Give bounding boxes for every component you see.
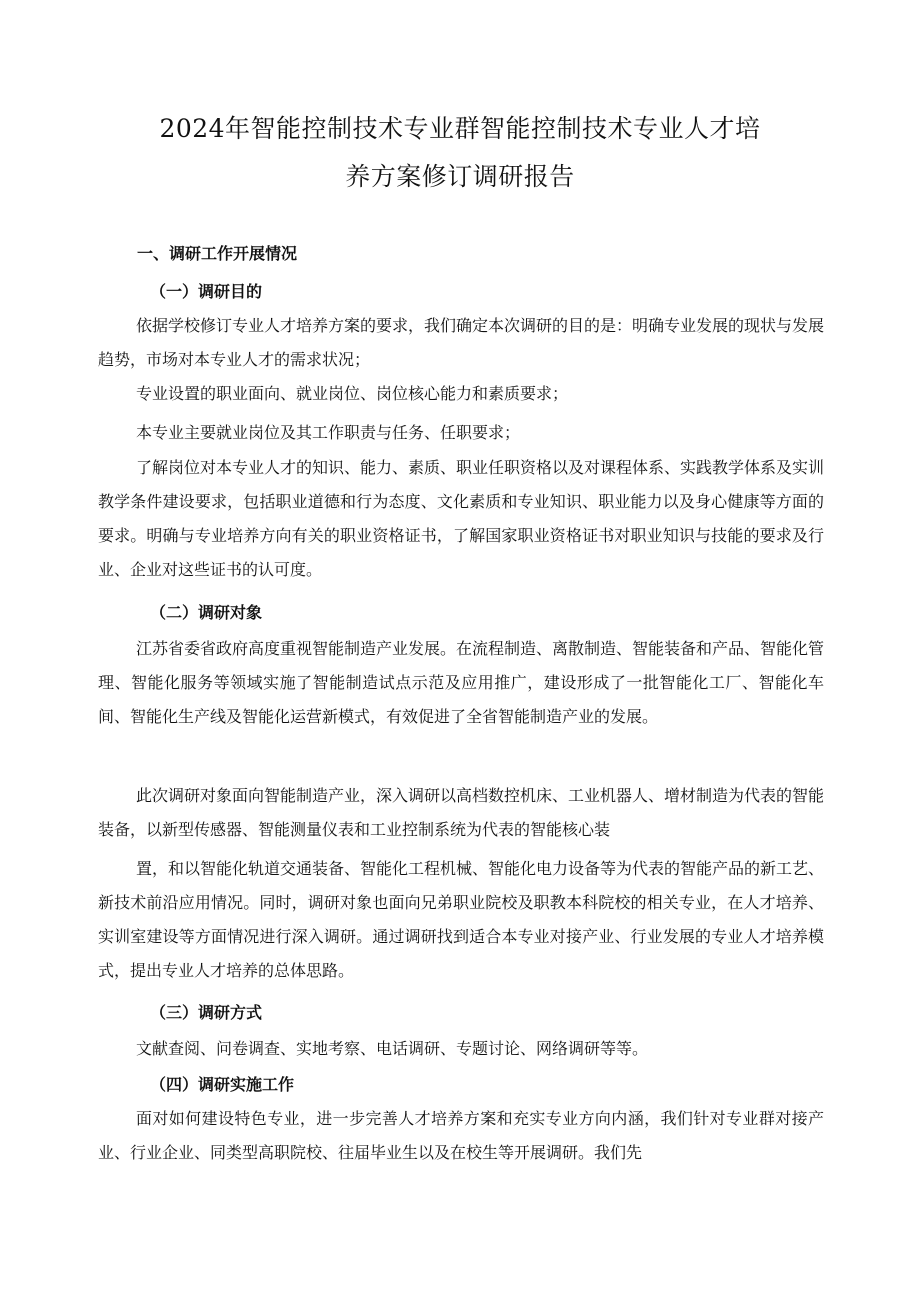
- paragraph-implementation-1: 面对如何建设特色专业，进一步完善人才培养方案和充实专业方向内涵，我们针对专业群对接产业、行业企业、同类型高职院校、往届毕业生以及在校生等开展调研。我们先: [98, 1109, 824, 1162]
- subsection-heading-target: （二）调研对象: [150, 603, 263, 622]
- paragraph-target-3: 置，和以智能化轨道交通装备、智能化工程机械、智能化电力设备等为代表的智能产品的新工艺、新技术前沿应用情况。同时，调研对象也面向兄弟职业院校及职教本科院校的相关专业，在人才培养、实训室建设等方面情况进行深入调研。通过调研找到适合本专业对接产业、行业发展的专业人才培养模式，提出专业人才培养的总体思路。: [98, 859, 825, 980]
- document-title-line-2: 养方案修订调研报告: [345, 162, 575, 191]
- section-heading-1: 一、调研工作开展情况: [137, 244, 298, 263]
- paragraph-purpose-4: 了解岗位对本专业人才的知识、能力、素质、职业任职资格以及对课程体系、实践教学体系及实训教学条件建设要求，包括职业道德和行为态度、文化素质和专业知识、职业能力以及身心健康等方面的要求。明确与专业培养方向有关的职业资格证书，了解国家职业资格证书对职业知识与技能的要求及行业、企业对这些证书的认可度。: [98, 458, 825, 579]
- paragraph-target-1: 江苏省委省政府高度重视智能制造产业发展。在流程制造、离散制造、智能装备和产品、智能化管理、智能化服务等领域实施了智能制造试点示范及应用推广，建设形成了一批智能化工厂、智能化车间、智能化生产线及智能化运营新模式，有效促进了全省智能制造产业的发展。: [98, 639, 825, 726]
- document-title-line-1: 2024年智能控制技术专业群智能控制技术专业人才培: [159, 114, 761, 143]
- subsection-heading-method: （三）调研方式: [150, 1003, 263, 1022]
- paragraph-purpose-1: 依据学校修订专业人才培养方案的要求，我们确定本次调研的目的是：明确专业发展的现状与发展趋势，市场对本专业人才的需求状况；: [98, 316, 825, 369]
- subsection-heading-purpose: （一）调研目的: [150, 282, 263, 301]
- paragraph-target-2: 此次调研对象面向智能制造产业，深入调研以高档数控机床、工业机器人、增材制造为代表的智能装备，以新型传感器、智能测量仪表和工业控制系统为代表的智能核心装: [98, 786, 825, 839]
- subsection-heading-implementation: （四）调研实施工作: [150, 1075, 295, 1094]
- paragraph-purpose-2: 专业设置的职业面向、就业岗位、岗位核心能力和素质要求；: [136, 384, 569, 403]
- paragraph-method-1: 文献查阅、问卷调查、实地考察、电话调研、专题讨论、网络调研等等。: [136, 1039, 649, 1058]
- paragraph-purpose-3: 本专业主要就业岗位及其工作职责与任务、任职要求；: [136, 423, 521, 442]
